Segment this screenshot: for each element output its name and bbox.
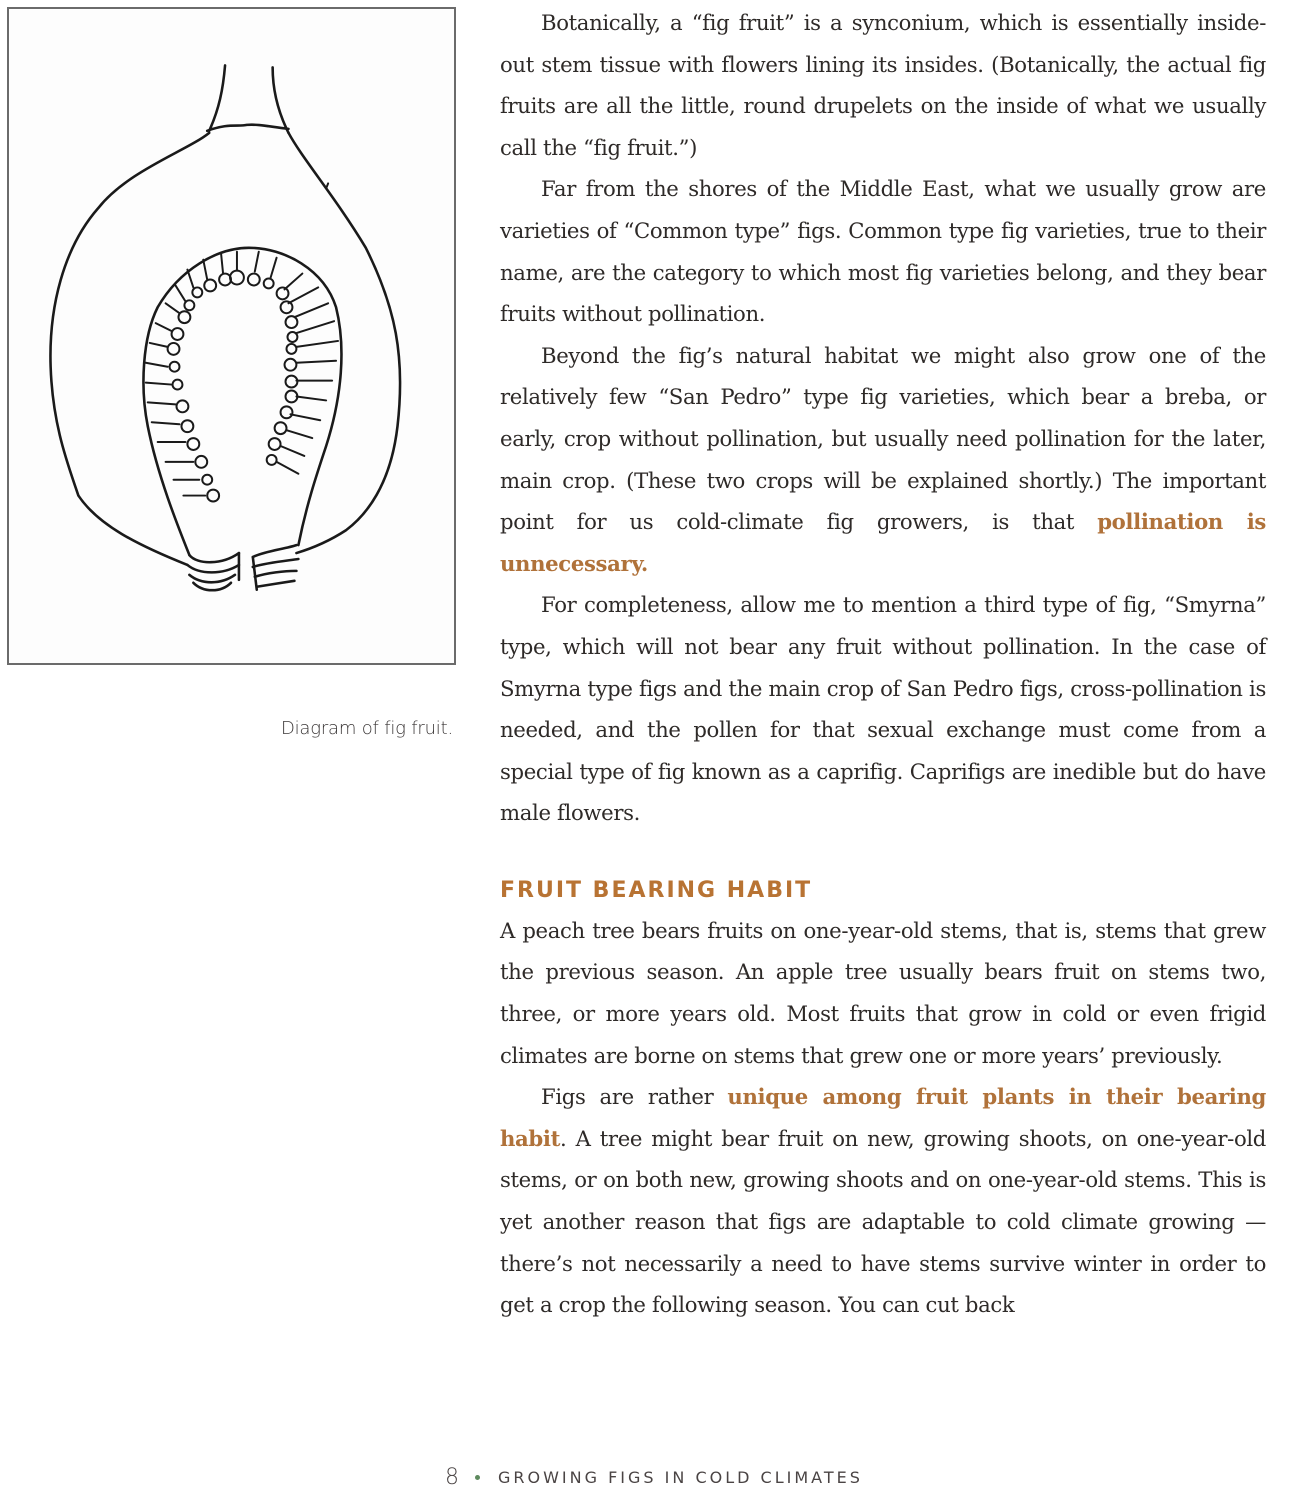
fig-florets: [146, 252, 338, 502]
fig-neck-left: [209, 65, 225, 130]
paragraph: [500, 335, 1266, 585]
section-paragraphs: [500, 910, 1266, 1326]
section-heading: FRUIT BEARING HABIT: [500, 877, 813, 903]
page-number: 8: [445, 1465, 459, 1490]
fig-ostiole-scales: [187, 545, 298, 590]
text-segment: Botanically, a “fig fruit” is a synconium, which is essentially inside-out stem tissue with flowers lining its insides. (Botanically, the actual fig fruits are all the little, round drupelets on the inside of what we usually call the “fig fruit.”): [500, 10, 1266, 160]
paragraph: [500, 910, 1266, 1076]
paragraph: [500, 1076, 1266, 1326]
text-segment: Figs are rather: [541, 1084, 728, 1110]
paragraph: [500, 584, 1266, 834]
text-segment: Beyond the fig’s natural habitat we might also grow one of the relatively few “San Pedro” type fig varieties, which bear a breba, or early, crop without pollination, but usually need pollination for the later, main crop. (These two crops will be explained shortly.) The important point for us cold-climate fig growers, is that: [500, 342, 1266, 535]
fig-stray-mark: [326, 183, 328, 188]
fig-fruit-diagram: [9, 9, 454, 663]
fig-neck-right: [273, 67, 289, 132]
page-footer: [445, 1465, 863, 1490]
bullet-separator-icon: [475, 1475, 480, 1480]
paragraph: [500, 168, 1266, 334]
fig-cavity-wall: [143, 248, 341, 555]
intro-paragraphs: [500, 2, 1266, 834]
text-segment: . A tree might bear fruit on new, growing shoots, on one-year-old stems, or on both new, growing shoots and on one-year-old stems. This is yet another reason that figs are adaptable to cold climate growing — there’s not necessarily a need to have stems survive winter in order to get a crop the following season. You can cut back: [500, 1125, 1266, 1318]
highlighted-text: unique among fruit plants in their bearing habit: [500, 1084, 1266, 1151]
figure-caption: Diagram of fig fruit.: [280, 718, 453, 739]
text-segment: A peach tree bears fruits on one-year-old stems, that is, stems that grew the previous season. An apple tree usually bears fruit on stems two, three, or more years old. Most fruits that grow in cold or even frigid climates are borne on stems that grew one or more years’ previously.: [500, 917, 1266, 1068]
fig-diagram-figure: [7, 7, 456, 665]
highlighted-text: pollination is unnecessary.: [500, 509, 1266, 576]
fig-outer-wall: [50, 133, 400, 565]
paragraph: [500, 2, 1266, 168]
text-segment: For completeness, allow me to mention a third type of fig, “Smyrna” type, which will not bear any fruit without pollination. In the case of Smyrna type figs and the main crop of San Pedro figs, cross-pollination is needed, and the pollen for that sexual exchange must come from a special type of fig known as a caprifig. Caprifigs are inedible but do have male flowers.: [500, 592, 1266, 826]
fig-neck-base: [207, 125, 288, 131]
body-text-column: [500, 2, 1266, 1326]
running-title: GROWING FIGS IN COLD CLIMATES: [498, 1468, 863, 1487]
text-segment: Far from the shores of the Middle East, what we usually grow are varieties of “Common type” figs. Common type fig varieties, true to their name, are the category to which most fig varieties belong, and they bear fruits without pollination.: [500, 176, 1266, 327]
